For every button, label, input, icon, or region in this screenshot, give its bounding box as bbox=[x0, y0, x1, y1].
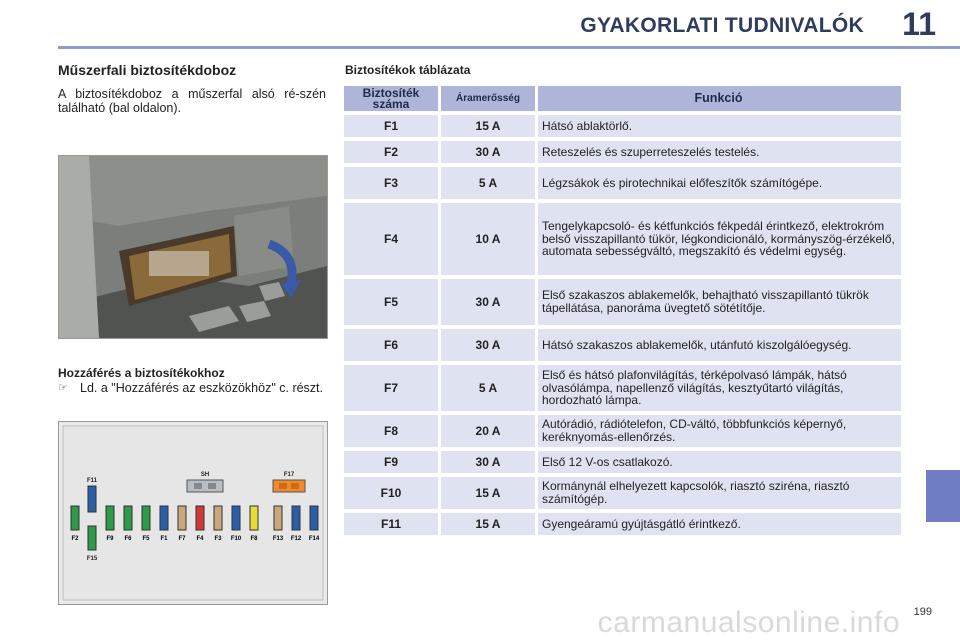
fuse-f15 bbox=[87, 526, 98, 562]
fuse-number: F8 bbox=[344, 415, 438, 447]
table-header-row bbox=[344, 86, 904, 111]
fuse-label-f6: F6 bbox=[124, 536, 132, 542]
fuse-amperage: 5 A bbox=[441, 167, 535, 199]
fuse-label-f11: F11 bbox=[86, 478, 98, 484]
fuse-number: F2 bbox=[344, 141, 438, 163]
fusebox-heading: Műszerfali biztosítékdoboz bbox=[58, 62, 237, 78]
fuse-function: Légzsákok és pirotechnikai előfeszítők számítógépe. bbox=[538, 167, 901, 199]
access-note-text: Ld. a "Hozzáférés az eszközökhöz" c. részt. bbox=[80, 381, 324, 395]
page-number: 199 bbox=[913, 606, 932, 618]
fuse-number: F7 bbox=[344, 365, 438, 411]
fuse-label-f7: F7 bbox=[178, 536, 186, 542]
fuse-amperage: 15 A bbox=[441, 115, 535, 137]
fuse-number: F1 bbox=[344, 115, 438, 137]
fuse-function: Első szakaszos ablakemelők, behajtható visszapillantó tükrök tápellátása, panoráma üvegtető sötétítője. bbox=[538, 279, 901, 325]
fuse-label-f12: F12 bbox=[290, 536, 302, 542]
fuse-amperage: 10 A bbox=[441, 203, 535, 275]
fuse-amperage: 30 A bbox=[441, 141, 535, 163]
fuse-label-f10: F10 bbox=[230, 536, 242, 542]
fuse-amperage: 30 A bbox=[441, 279, 535, 325]
fuse-number: F9 bbox=[344, 451, 438, 473]
header-rule bbox=[58, 46, 960, 49]
table-row bbox=[344, 141, 904, 163]
fuse-function: Autórádió, rádiótelefon, CD-váltó, többfunkciós képernyő, keréknyomás-ellenőrzés. bbox=[538, 415, 901, 447]
fuse-amperage: 15 A bbox=[441, 513, 535, 535]
fuse-amperage: 30 A bbox=[441, 329, 535, 361]
table-row bbox=[344, 167, 904, 199]
fuse-number: F6 bbox=[344, 329, 438, 361]
fuse-number: F5 bbox=[344, 279, 438, 325]
section-title: GYAKORLATI TUDNIVALÓK bbox=[580, 14, 864, 37]
fuse-label-f15: F15 bbox=[86, 556, 98, 562]
fuse-amperage: 20 A bbox=[441, 415, 535, 447]
fuse-function: Hátsó ablaktörlő. bbox=[538, 115, 901, 137]
fuse-label-f2: F2 bbox=[71, 536, 79, 542]
fuse-function: Első 12 V-os csatlakozó. bbox=[538, 451, 901, 473]
table-row bbox=[344, 513, 904, 535]
fuse-function: Tengelykapcsoló- és kétfunkciós fékpedál érintkező, elektrokróm belső visszapillantó tükör, légkondicionáló, kormányszög-érzékelő, automata sebességváltó, megszakító és védelmi egység. bbox=[538, 203, 901, 275]
fuse-function: Első és hátsó plafonvilágítás, térképolvasó lámpák, hátsó olvasólámpa, napellenző világítás, kesztyűtartó világítás, hordozható lámpa. bbox=[538, 365, 901, 411]
fuse-function: Kormánynál elhelyezett kapcsolók, riasztó sziréna, riasztó számítógép. bbox=[538, 477, 901, 509]
table-row bbox=[344, 415, 904, 447]
fuse-amperage: 15 A bbox=[441, 477, 535, 509]
fuse-amperage: 5 A bbox=[441, 365, 535, 411]
fuse-label-f9: F9 bbox=[106, 536, 114, 542]
fuse-number: F4 bbox=[344, 203, 438, 275]
chapter-side-tab bbox=[926, 470, 960, 522]
fusebox-location-text: A biztosítékdoboz a műszerfal alsó ré-szén található (bal oldalon). bbox=[58, 87, 326, 115]
table-row bbox=[344, 329, 904, 361]
fuse-function: Hátsó szakaszos ablakemelők, utánfutó kiszolgálóegység. bbox=[538, 329, 901, 361]
fuse-table bbox=[344, 86, 904, 539]
fuse-label-f13: F13 bbox=[272, 536, 284, 542]
fuse-label-f4: F4 bbox=[196, 536, 204, 542]
table-row bbox=[344, 365, 904, 411]
col-header-fuse: Biztosíték száma bbox=[344, 86, 438, 111]
fuse-label-f17: F17 bbox=[283, 472, 295, 478]
access-note bbox=[58, 381, 326, 395]
col-header-function: Funkció bbox=[538, 86, 901, 111]
table-row bbox=[344, 451, 904, 473]
fuse-f11 bbox=[87, 478, 98, 512]
table-heading: Biztosítékok táblázata bbox=[345, 63, 471, 77]
fuse-function: Reteszelés és szuperreteszelés testelés. bbox=[538, 141, 901, 163]
table-row bbox=[344, 279, 904, 325]
pointing-hand-icon: ☞ bbox=[58, 382, 68, 394]
fuse-number: F10 bbox=[344, 477, 438, 509]
table-row bbox=[344, 115, 904, 137]
fuse-label-f1: F1 bbox=[160, 536, 168, 542]
fuse-function: Gyengeáramú gyújtásgátló érintkező. bbox=[538, 513, 901, 535]
fusebox-diagram bbox=[58, 421, 328, 605]
fuse-label-f5: F5 bbox=[142, 536, 150, 542]
chapter-number: 11 bbox=[902, 6, 936, 42]
fuse-amperage: 30 A bbox=[441, 451, 535, 473]
fuse-label-f8: F8 bbox=[250, 536, 258, 542]
access-heading: Hozzáférés a biztosítékokhoz bbox=[58, 366, 225, 380]
table-row bbox=[344, 203, 904, 275]
col-header-amperage: Áramerősség bbox=[441, 86, 535, 111]
fuse-number: F11 bbox=[344, 513, 438, 535]
watermark: carmanualsonline.info bbox=[597, 606, 900, 639]
dashboard-fusebox-photo bbox=[58, 155, 328, 339]
fuse-label-f3: F3 bbox=[214, 536, 222, 542]
fuse-number: F3 bbox=[344, 167, 438, 199]
table-row bbox=[344, 477, 904, 509]
fuse-label-f14: F14 bbox=[308, 536, 320, 542]
fuse-label-sh: SH bbox=[200, 472, 210, 478]
